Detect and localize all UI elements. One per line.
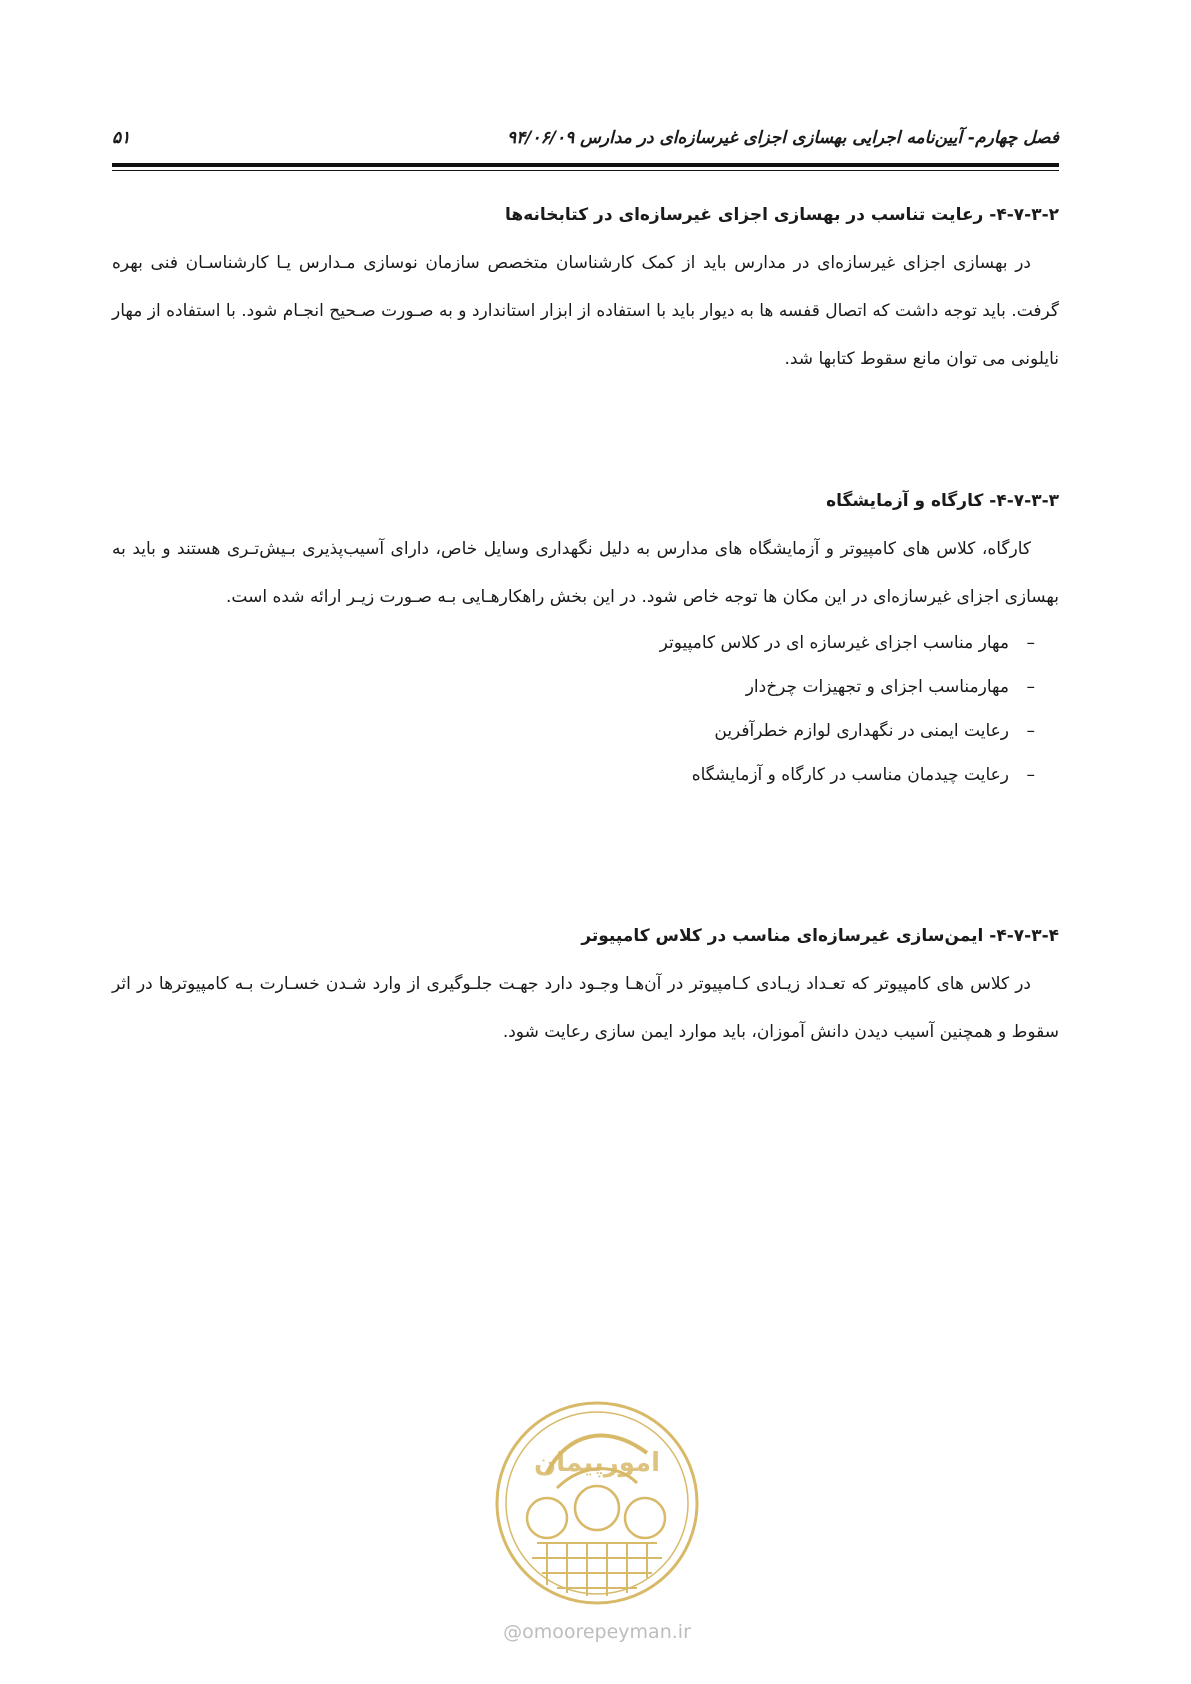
section-paragraph: در کلاس های کامپیوتر که تعـداد زیـادی کـامپیوتر در آن‌هـا وجـود دارد جهـت جلـوگیری از وارد شـدن خسـارت بـه کامپیوترها در اثر سقوط و همچنین آسیب دیدن دانش آموزان، باید موارد ایمن سازی رعایت شود. [112,974,1059,1042]
section-heading: ۴-۷-۳-۲- رعایت تناسب در بهسازی اجزای غیرسازه‌ای در کتابخانه‌ها [505,205,1059,225]
list-item [112,621,1059,665]
header-rule-thin [112,170,1059,171]
section-workshop-lab [112,487,1059,797]
list-item [112,709,1059,753]
section-computer-class [112,922,1059,1056]
section-paragraph: در بهسازی اجزای غیرسازه‌ای در مدارس باید از کمک کارشناسان متخصص سازمان نوسازی مـدارس یـا کارشناسـان فنی بهره گرفت. باید توجه داشت که اتصال قفسه ها به دیوار باید با استفاده از ابزار استاندارد و به صـورت صـحیح انجـام شود. با استفاده از مهار نایلونی می توان مانع سقوط کتابها شد. [112,253,1059,369]
section-library [112,201,1059,383]
at-icon: @ [503,1621,523,1643]
section-paragraph: کارگاه، کلاس های کامپیوتر و آزمایشگاه های مدارس به دلیل نگهداری وسایل خاص، دارای آسیب‌پذیری بـیش‌تـری هستند و باید به بهسازی اجزای غیرسازه‌ای در این مکان ها توجه خاص شود. در این بخش راهکارهـایی بـه صـورت زیـر ارائه شده است. [112,539,1059,607]
list-item [112,665,1059,709]
bullet-dash: – [1026,765,1035,785]
section-heading: ۴-۷-۳-۴- ایمن‌سازی غیرسازه‌ای مناسب در کلاس کامپیوتر [581,926,1059,946]
bullet-dash: – [1026,721,1035,741]
bullet-dash: – [1026,677,1035,697]
seal-text: امورپیمان [533,1448,661,1478]
list-item [112,753,1059,797]
watermark-url [487,1621,707,1643]
list-item-text: مهار مناسب اجزای غیرسازه ای در کلاس کامپیوتر [659,633,1009,653]
seal-emblem-icon [487,1393,707,1613]
bullet-dash: – [1026,633,1035,653]
bullet-list [112,621,1059,797]
section-heading: ۴-۷-۳-۳- کارگاه و آزمایشگاه [826,491,1059,511]
watermark-seal [487,1393,707,1653]
running-title: فصل چهارم- آیین‌نامه اجرایی بهسازی اجزای غیرسازه‌ای در مدارس ۹۴/۰۶/۰۹ [507,128,1059,148]
header-rule [112,163,1059,167]
list-item-text: مهارمناسب اجزای و تجهیزات چرخ‌دار [745,677,1009,697]
running-header [112,128,1059,158]
list-item-text: رعایت ایمنی در نگهداری لوازم خطرآفرین [714,721,1009,741]
list-item-text: رعایت چیدمان مناسب در کارگاه و آزمایشگاه [691,765,1009,785]
page-number: ۵۱ [112,128,131,148]
watermark-url-text: omoorepeyman.ir [522,1621,691,1643]
